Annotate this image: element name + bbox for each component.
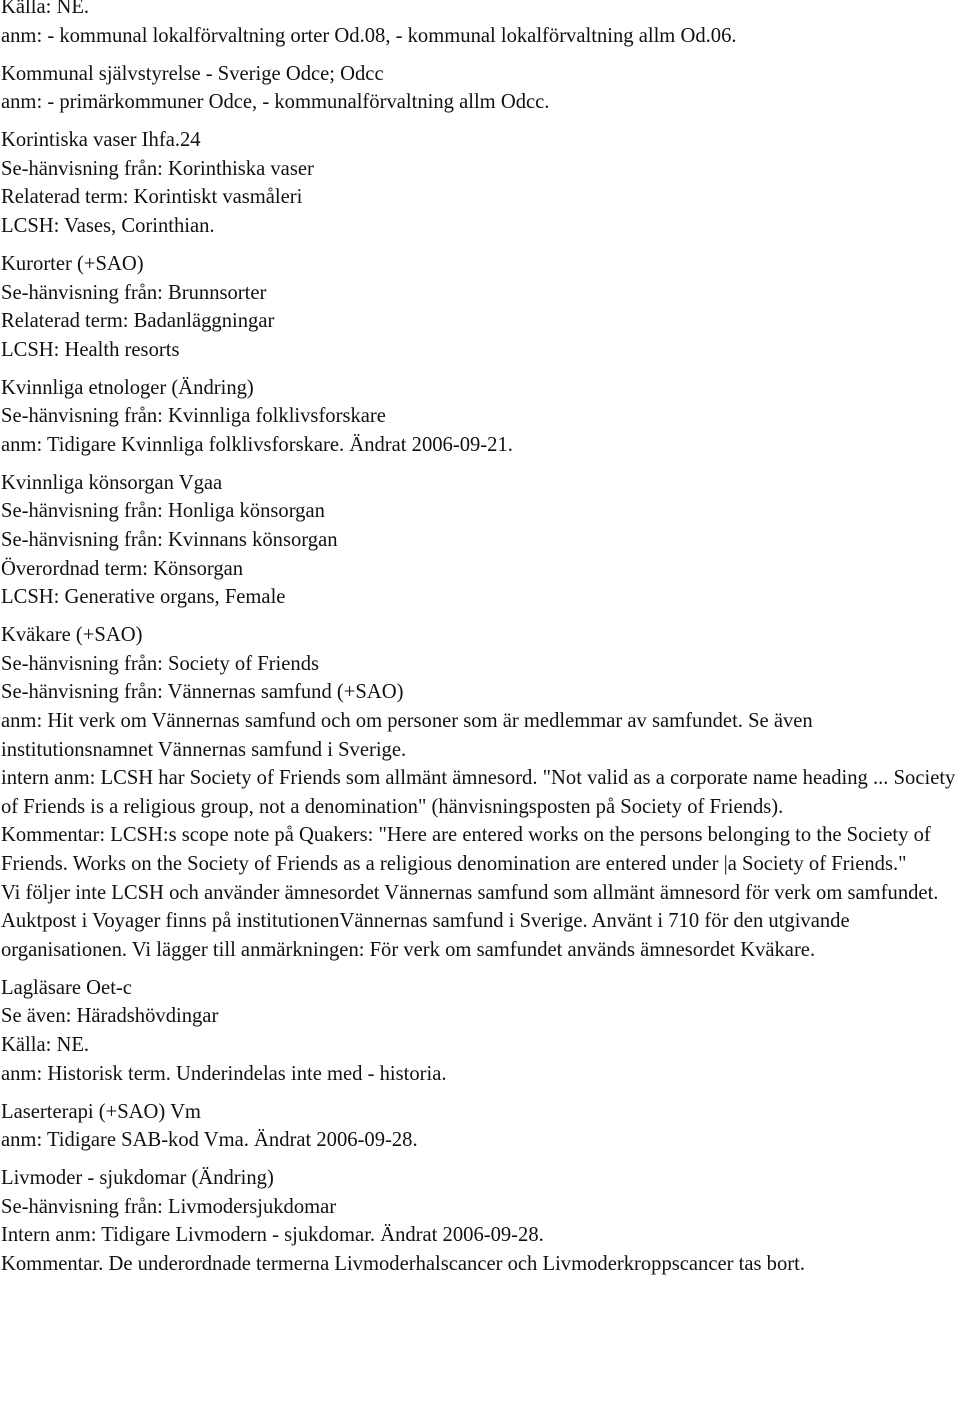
- document-body: [1, 0, 957, 1288]
- entry-line: Se-hänvisning från: Korinthiska vaser: [1, 157, 314, 180]
- entry-heading: Kommunal självstyrelse - Sverige Odce; Odcc: [1, 62, 384, 85]
- entry-line: Se-hänvisning från: Vännernas samfund (+SAO): [1, 681, 404, 704]
- entry-line: Se-hänvisning från: Kvinnliga folklivsforskare: [1, 405, 386, 428]
- entry-line: anm: Tidigare Kvinnliga folklivsforskare. Ändrat 2006-09-21.: [1, 433, 513, 456]
- entry-heading: Lagläsare Oet-c: [1, 976, 132, 999]
- entry-heading: Laserterapi (+SAO) Vm: [1, 1100, 201, 1123]
- entry-kvakare: [1, 621, 957, 964]
- entry-line: anm: - kommunal lokalförvaltning orter Od.08, - kommunal lokalförvaltning allm Od.06.: [1, 24, 737, 47]
- entry-line: Överordnad term: Könsorgan: [1, 557, 244, 580]
- entry-line: intern anm: LCSH har Society of Friends som allmänt ämnesord. "Not valid as a corporate name heading ... Society of Friends is a religious group, not a denomination" (hänvisningsposten på Society of Friends).: [1, 767, 956, 818]
- entry-line: anm: Tidigare SAB-kod Vma. Ändrat 2006-09-28.: [1, 1129, 418, 1152]
- entry-line: Intern anm: Tidigare Livmodern - sjukdomar. Ändrat 2006-09-28.: [1, 1224, 544, 1247]
- entry-kvinnliga-etnologer: [1, 374, 957, 460]
- entry-line: anm: Hit verk om Vännernas samfund och om personer som är medlemmar av samfundet. Se även institutionsnamnet Vännernas samfund i Sverige.: [1, 710, 813, 761]
- entry-heading: Kvinnliga könsorgan Vgaa: [1, 471, 223, 494]
- entry-heading: Källa: NE.: [1, 0, 90, 18]
- entry-line: Se-hänvisning från: Kvinnans könsorgan: [1, 529, 338, 552]
- entry-kommunal-lokalforvaltning: [1, 0, 957, 50]
- entry-line: Se-hänvisning från: Brunnsorter: [1, 281, 267, 304]
- entry-line: Vi följer inte LCSH och använder ämnesordet Vännernas samfund som allmänt ämnesord för verk om samfundet.: [1, 881, 939, 904]
- entry-line: anm: - primärkommuner Odce, - kommunalförvaltning allm Odcc.: [1, 91, 550, 114]
- entry-line: Se-hänvisning från: Society of Friends: [1, 652, 320, 675]
- entry-line: LCSH: Vases, Corinthian.: [1, 214, 215, 237]
- entry-heading: Korintiska vaser Ihfa.24: [1, 129, 201, 152]
- entry-line: Se även: Häradshövdingar: [1, 1005, 219, 1028]
- entry-line: Kommentar: LCSH:s scope note på Quakers: "Here are entered works on the persons belonging to the Society of Friends. Works on the Society of Friends as a religious denomination are entered under |a Society of Friends.": [1, 824, 931, 875]
- entry-line: Källa: NE.: [1, 1033, 90, 1056]
- entry-livmoder-sjukdomar: [1, 1164, 957, 1278]
- entry-korintiska-vaser: [1, 126, 957, 240]
- entry-line: Auktpost i Voyager finns på institutionenVännernas samfund i Sverige. Använt i 710 för den utgivande organisationen. Vi lägger till anmärkningen: För verk om samfundet används ämnesordet Kväkare.: [1, 910, 850, 961]
- entry-kvinnliga-konsorgan: [1, 469, 957, 612]
- entry-line: LCSH: Generative organs, Female: [1, 586, 286, 609]
- entry-line: Relaterad term: Korintiskt vasmåleri: [1, 186, 303, 209]
- entry-heading: Livmoder - sjukdomar (Ändring): [1, 1167, 274, 1190]
- entry-line: Se-hänvisning från: Honliga könsorgan: [1, 500, 325, 523]
- entry-kommunal-sjalvstyrelse: [1, 60, 957, 117]
- entry-line: anm: Historisk term. Underindelas inte med - historia.: [1, 1062, 447, 1085]
- entry-line: Se-hänvisning från: Livmodersjukdomar: [1, 1195, 337, 1218]
- entry-heading: Kväkare (+SAO): [1, 624, 143, 647]
- entry-line: Kommentar. De underordnade termerna Livmoderhalscancer och Livmoderkroppscancer tas bort.: [1, 1252, 805, 1275]
- entry-laserterapi: [1, 1098, 957, 1155]
- entry-heading: Kvinnliga etnologer (Ändring): [1, 376, 254, 399]
- entry-kurorter: [1, 250, 957, 364]
- entry-laglasare: [1, 974, 957, 1088]
- entry-line: Relaterad term: Badanläggningar: [1, 310, 275, 333]
- entry-line: LCSH: Health resorts: [1, 338, 180, 361]
- entry-heading: Kurorter (+SAO): [1, 252, 144, 275]
